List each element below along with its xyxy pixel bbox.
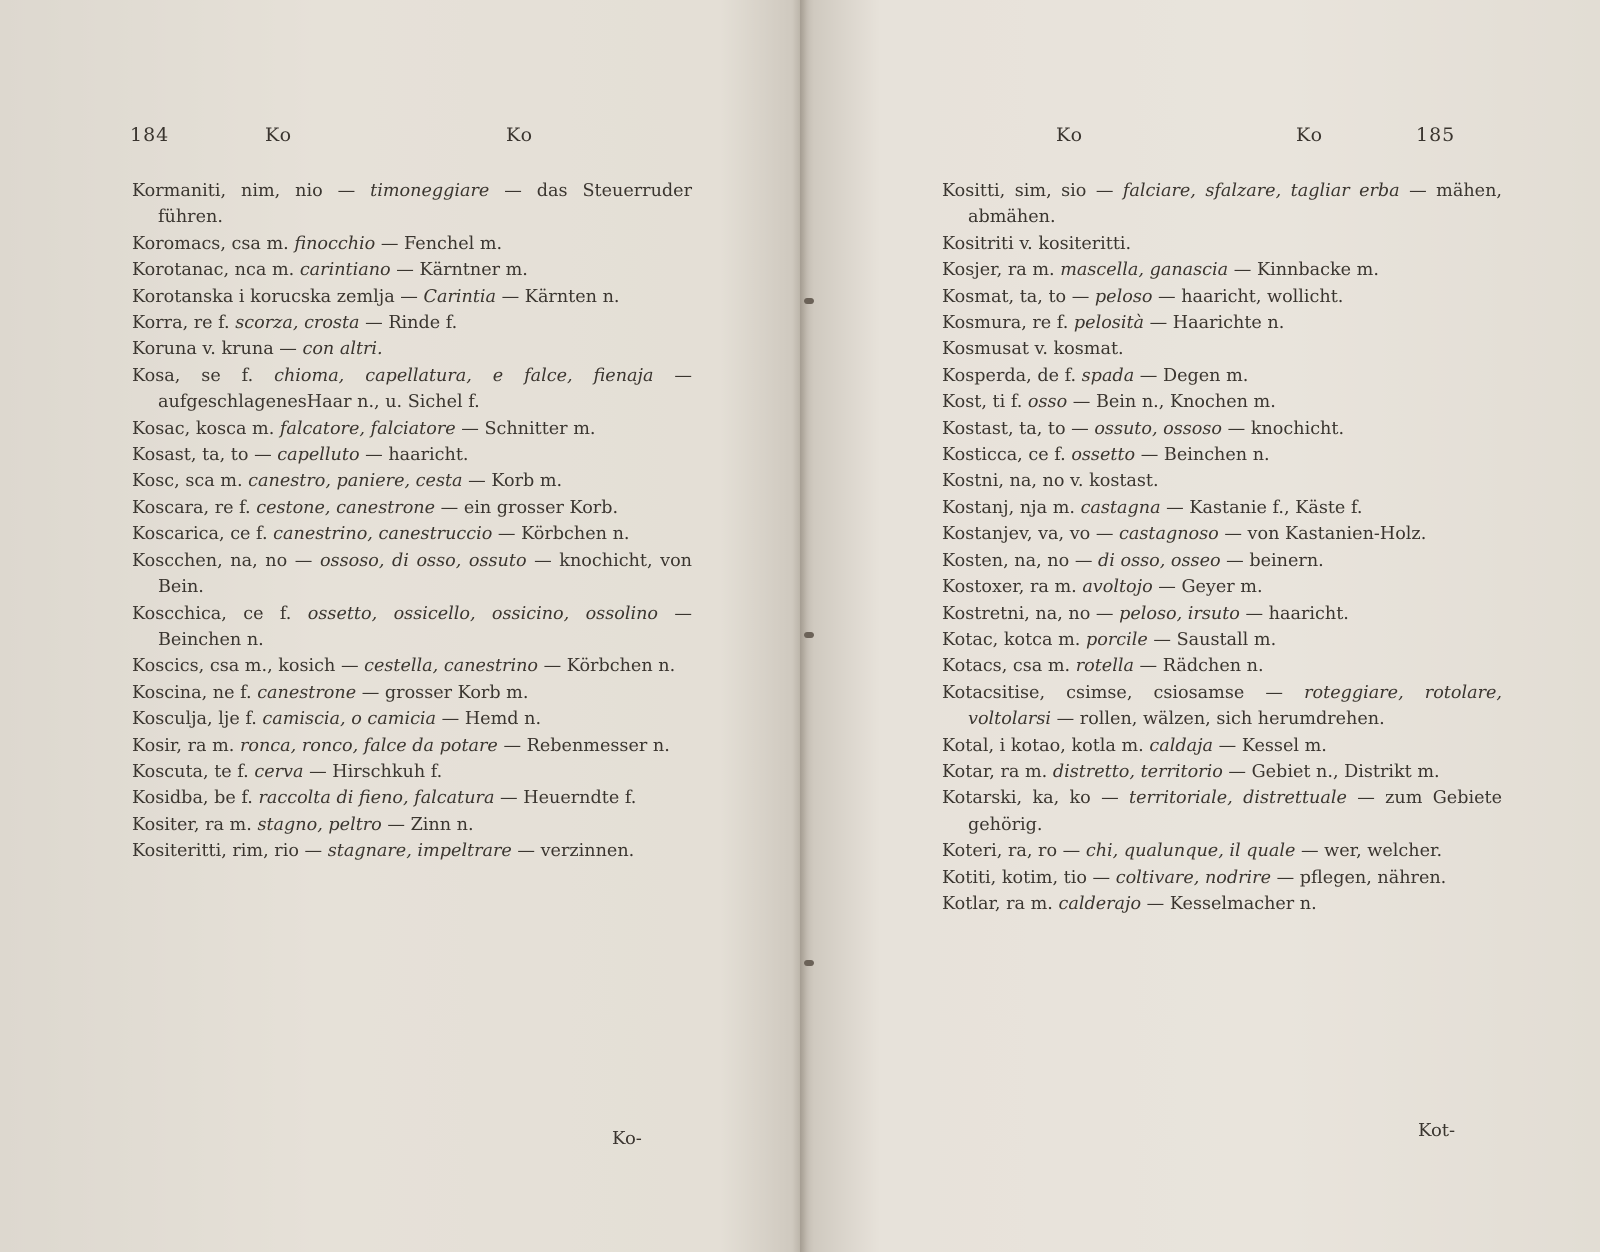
entry-headword: Kost, ti f. <box>942 392 1023 413</box>
entry-italian: mascella, ganascia <box>1060 260 1229 281</box>
entry-italian: castagna <box>1080 497 1161 518</box>
entry-headword: Koscarica, ce f. <box>132 524 268 545</box>
entry-headword: Kositti, sim, sio <box>942 181 1087 201</box>
dictionary-entry: Kormaniti, nim, nio — timoneggiare — das Steuerruder führen. <box>132 181 692 228</box>
entry-german: knochicht. <box>1250 418 1345 439</box>
entry-german: Kärntner m. <box>419 260 528 281</box>
dictionary-entry: Koscuta, te f. cerva — Hirschkuh f. <box>132 761 443 782</box>
dictionary-entry <box>942 336 1502 362</box>
entry-headword: Korotanac, nca m. <box>132 260 295 281</box>
dictionary-entry: Kosmura, re f. pelosità — Haarichte n. <box>942 313 1285 334</box>
entry-italian: falciare, sfalzare, tagliar erba <box>1122 181 1400 201</box>
dictionary-entry: Kosast, ta, to — capelluto — haaricht. <box>132 445 469 466</box>
dictionary-entry: Korotanska i korucska zemlja — Carintia — Kärnten n. <box>132 286 620 307</box>
dictionary-entry: Kotal, i kotao, kotla m. caldaja — Kessel m. <box>942 735 1327 756</box>
entry-headword: Kositeritti, rim, rio <box>132 841 299 862</box>
entry-headword: Koscara, re f. <box>132 497 251 518</box>
entry-headword: Kositriti v. kositeritti. <box>942 233 1132 254</box>
entry-german: verzinnen. <box>540 841 635 862</box>
page-number: 185 <box>1416 124 1456 146</box>
entry-german: das Steuerruder führen. <box>158 181 692 228</box>
entry-german: grosser Korb m. <box>384 682 529 703</box>
dictionary-entries <box>942 178 1502 917</box>
entry-german: Kesselmacher n. <box>1169 893 1317 914</box>
dictionary-entry: Korotanac, nca m. carintiano — Kärntner m. <box>132 260 528 281</box>
entry-german: von Kastanien-Holz. <box>1247 524 1427 545</box>
running-head-right: Ko <box>506 124 534 146</box>
entry-italian: falcatore, falciatore <box>279 418 456 439</box>
running-head-left: Ko <box>1056 124 1084 146</box>
entry-german: Rinde f. <box>388 313 458 334</box>
entry-german: zum Gebiete gehörig. <box>968 788 1502 835</box>
entry-italian: chi, qualunque, il quale <box>1085 841 1296 862</box>
binding-stitch <box>804 298 814 304</box>
dictionary-entry: Koscics, csa m., kosich — cestella, canestrino — Körbchen n. <box>132 656 676 677</box>
entry-italian: raccolta di fieno, falcatura <box>258 788 495 809</box>
entry-italian: capelluto <box>277 445 360 466</box>
entry-german: ein grosser Korb. <box>463 497 619 518</box>
entry-italian: roteggiare, rotolare, voltolarsi <box>968 682 1502 730</box>
entry-italian: rotella <box>1075 656 1134 677</box>
entry-german: Körbchen n. <box>566 656 676 677</box>
entry-italian: Carintia <box>423 286 497 307</box>
entry-headword: Kosmura, re f. <box>942 313 1069 334</box>
dictionary-entry: Kostretni, na, no — peloso, irsuto — haaricht. <box>942 603 1349 624</box>
entry-german: Bein n., Knochen m. <box>1095 392 1276 413</box>
entry-german: Beinchen n. <box>1163 445 1270 466</box>
entry-headword: Kosmat, ta, to <box>942 286 1067 307</box>
dictionary-entry: Koscarica, ce f. canestrino, canestruccio — Körbchen n. <box>132 524 630 545</box>
entry-italian: camiscia, o camicia <box>262 709 437 730</box>
entry-italian: timoneggiare <box>370 181 490 201</box>
dictionary-entries <box>132 178 692 865</box>
entry-italian: caldaja <box>1149 735 1214 756</box>
entry-headword: Kotac, kotca m. <box>942 629 1081 650</box>
entry-german: Fenchel m. <box>404 233 503 254</box>
catchword: Ko- <box>612 1128 642 1149</box>
entry-italian: peloso <box>1094 286 1153 307</box>
entry-headword: Kositer, ra m. <box>132 814 252 835</box>
entry-headword: Kostast, ta, to <box>942 418 1066 439</box>
entry-german: Körbchen n. <box>521 524 630 545</box>
entry-italian: ossetto <box>1071 445 1136 466</box>
entry-german: Rädchen n. <box>1162 656 1264 677</box>
entry-german: aufgeschlagenesHaar n., u. Sichel f. <box>158 392 480 413</box>
dictionary-entry <box>942 468 1502 494</box>
entry-headword: Kosten, na, no <box>942 550 1070 571</box>
entry-italian: osso <box>1027 392 1068 413</box>
entry-german: Hirschkuh f. <box>332 761 443 782</box>
dictionary-entry: Kotacs, csa m. rotella — Rädchen n. <box>942 656 1264 677</box>
book-gutter <box>800 0 814 1252</box>
entry-italian: cerva <box>254 761 304 782</box>
entry-headword: Koscuta, te f. <box>132 761 249 782</box>
entry-italian: di osso, osseo <box>1098 550 1221 571</box>
entry-italian: pelosità <box>1073 313 1144 334</box>
entry-headword: Koteri, ra, ro <box>942 841 1058 862</box>
entry-german: Korb m. <box>491 471 563 492</box>
dictionary-entry <box>942 231 1502 257</box>
entry-headword: Kosc, sca m. <box>132 471 243 492</box>
dictionary-entry: Kositti, sim, sio — falciare, sfalzare, tagliar erba — mähen, abmähen. <box>942 181 1503 228</box>
entry-headword: Kosir, ra m. <box>132 735 235 756</box>
entry-german: wer, welcher. <box>1324 841 1443 862</box>
entry-headword: Kosast, ta, to <box>132 445 249 466</box>
entry-italian: ronca, ronco, falce da potare <box>239 735 498 756</box>
entry-german: Gebiet n., Distrikt m. <box>1251 761 1440 782</box>
entry-headword: Kotarski, ka, ko <box>942 788 1091 809</box>
entry-italian: finocchio <box>294 233 376 254</box>
entry-headword: Kostoxer, ra m. <box>942 577 1077 598</box>
dictionary-entry: Kosidba, be f. raccolta di fieno, falcatura — Heuerndte f. <box>132 788 637 809</box>
entry-headword: Kotacsitise, csimse, csiosamse <box>942 682 1245 703</box>
page-number: 184 <box>130 124 170 146</box>
entry-german: Saustall m. <box>1176 629 1277 650</box>
binding-stitch <box>804 960 814 966</box>
dictionary-entry: Kosac, kosca m. falcatore, falciatore — Schnitter m. <box>132 418 596 439</box>
dictionary-entry: Koscchen, na, no — ossoso, di osso, ossuto — knochicht, von Bein. <box>132 550 692 598</box>
entry-headword: Kosticca, ce f. <box>942 445 1066 466</box>
entry-italian: spada <box>1081 365 1135 386</box>
entry-italian: porcile <box>1086 629 1148 650</box>
entry-headword: Kosculja, lje f. <box>132 709 257 730</box>
entry-italian: carintiano <box>299 260 391 281</box>
entry-headword: Kotlar, ra m. <box>942 893 1053 914</box>
entry-headword: Kostni, na, no v. kostast. <box>942 471 1159 492</box>
entry-italian: coltivare, nodrire <box>1115 867 1271 888</box>
dictionary-entry: Kosticca, ce f. ossetto — Beinchen n. <box>942 445 1270 466</box>
entry-italian: scorza, crosta <box>235 313 360 334</box>
entry-headword: Kormaniti, nim, nio <box>132 181 323 201</box>
dictionary-entry: Koruna v. kruna — con altri. <box>132 339 383 360</box>
entry-headword: Koscina, ne f. <box>132 682 252 703</box>
entry-headword: Kosjer, ra m. <box>942 260 1055 281</box>
entry-german: Haarichte n. <box>1172 313 1285 334</box>
entry-italian: territoriale, distrettuale <box>1129 788 1347 809</box>
entry-german: knochicht, von Bein. <box>158 550 692 598</box>
dictionary-entry: Kosculja, lje f. camiscia, o camicia — Hemd n. <box>132 709 542 730</box>
dictionary-entry: Kositer, ra m. stagno, peltro — Zinn n. <box>132 814 474 835</box>
entry-headword: Koruna v. kruna <box>132 339 274 360</box>
entry-german: Kessel m. <box>1241 735 1327 756</box>
entry-german: Geyer m. <box>1181 577 1263 598</box>
entry-headword: Koscchen, na, no <box>132 550 288 571</box>
dictionary-entry: Kosc, sca m. canestro, paniere, cesta — Korb m. <box>132 471 563 492</box>
entry-italian: stagno, peltro <box>257 814 382 835</box>
dictionary-entry: Kost, ti f. osso — Bein n., Knochen m. <box>942 392 1276 413</box>
dictionary-entry: Kosten, na, no — di osso, osseo — beinern. <box>942 550 1324 571</box>
dictionary-entry: Kotiti, kotim, tio — coltivare, nodrire — pflegen, nähren. <box>942 867 1447 888</box>
dictionary-entry: Koromacs, csa m. finocchio — Fenchel m. <box>132 233 503 254</box>
dictionary-entry: Kostanj, nja m. castagna — Kastanie f., Käste f. <box>942 497 1363 518</box>
entry-german: Beinchen n. <box>158 629 264 650</box>
entry-german: haaricht. <box>388 445 469 466</box>
dictionary-entry: Kosmat, ta, to — peloso — haaricht, wollicht. <box>942 286 1344 307</box>
entry-german: haaricht. <box>1268 603 1349 624</box>
binding-stitch <box>804 632 814 638</box>
entry-headword: Koscchica, ce f. <box>132 603 292 624</box>
dictionary-entry: Kositeritti, rim, rio — stagnare, impeltrare — verzinnen. <box>132 841 635 862</box>
entry-headword: Kosperda, de f. <box>942 365 1077 386</box>
entry-headword: Kotacs, csa m. <box>942 656 1071 677</box>
dictionary-entry: Koscchica, ce f. ossetto, ossicello, ossicino, ossolino — Beinchen n. <box>132 603 692 650</box>
entry-german: rollen, wälzen, sich herumdrehen. <box>1079 709 1385 730</box>
entry-headword: Korra, re f. <box>132 313 230 334</box>
dictionary-entry: Korra, re f. scorza, crosta — Rinde f. <box>132 313 458 334</box>
dictionary-entry: Koteri, ra, ro — chi, qualunque, il quale — wer, welcher. <box>942 841 1443 862</box>
dictionary-entry: Kotlar, ra m. calderajo — Kesselmacher n. <box>942 893 1317 914</box>
entry-italian: canestrone <box>257 682 357 703</box>
dictionary-entry: Kotac, kotca m. porcile — Saustall m. <box>942 629 1277 650</box>
entry-headword: Kosidba, be f. <box>132 788 253 809</box>
entry-german: haaricht, wollicht. <box>1181 286 1344 307</box>
entry-german: Hemd n. <box>464 709 542 730</box>
dictionary-entry: Kosjer, ra m. mascella, ganascia — Kinnbacke m. <box>942 260 1379 281</box>
running-head-left: Ko <box>265 124 293 146</box>
entry-german: Kastanie f., Käste f. <box>1189 497 1363 518</box>
entry-german: pflegen, nähren. <box>1299 867 1447 888</box>
entry-german: Degen m. <box>1162 365 1249 386</box>
dictionary-entry: Koscara, re f. cestone, canestrone — ein grosser Korb. <box>132 497 619 518</box>
entry-headword: Kosa, se f. <box>132 365 254 386</box>
entry-headword: Kosmusat v. kosmat. <box>942 339 1124 360</box>
dictionary-entry: Kotarski, ka, ko — territoriale, distrettuale — zum Gebiete gehörig. <box>942 788 1502 835</box>
dictionary-entry: Kostanjev, va, vo — castagnoso — von Kastanien-Holz. <box>942 524 1427 545</box>
entry-italian: peloso, irsuto <box>1119 603 1240 624</box>
entry-headword: Kosac, kosca m. <box>132 418 275 439</box>
entry-headword: Kotiti, kotim, tio <box>942 867 1087 888</box>
dictionary-entry: Kotar, ra m. distretto, territorio — Gebiet n., Distrikt m. <box>942 761 1440 782</box>
entry-german: Rebenmesser n. <box>526 735 670 756</box>
entry-italian: cestella, canestrino <box>364 656 538 677</box>
right-page <box>814 0 1600 1252</box>
entry-german: Kärnten n. <box>524 286 620 307</box>
entry-headword: Koscics, csa m., kosich <box>132 656 336 677</box>
entry-italian: cestone, canestrone <box>256 497 436 518</box>
entry-italian: con altri. <box>302 339 383 360</box>
entry-headword: Kostretni, na, no <box>942 603 1091 624</box>
entry-headword: Kostanjev, va, vo <box>942 524 1091 545</box>
running-head-right: Ko <box>1296 124 1324 146</box>
entry-german: Schnitter m. <box>484 418 596 439</box>
entry-german: Zinn n. <box>410 814 474 835</box>
entry-italian: canestrino, canestruccio <box>273 524 493 545</box>
entry-german: mähen, abmähen. <box>968 181 1503 228</box>
entry-headword: Korotanska i korucska zemlja <box>132 286 395 307</box>
entry-german: Kinnbacke m. <box>1256 260 1379 281</box>
entry-italian: ossuto, ossoso <box>1094 418 1223 439</box>
entry-headword: Kotal, i kotao, kotla m. <box>942 735 1144 756</box>
entry-italian: ossoso, di osso, ossuto <box>319 550 527 571</box>
dictionary-entry: Kostoxer, ra m. avoltojo — Geyer m. <box>942 577 1263 598</box>
entry-headword: Kotar, ra m. <box>942 761 1048 782</box>
dictionary-entry: Kosperda, de f. spada — Degen m. <box>942 365 1249 386</box>
entry-italian: calderajo <box>1058 893 1142 914</box>
dictionary-entry: Kotacsitise, csimse, csiosamse — roteggiare, rotolare, voltolarsi — rollen, wälzen, sich herumdrehen. <box>942 682 1502 730</box>
dictionary-entry: Koscina, ne f. canestrone — grosser Korb m. <box>132 682 529 703</box>
dictionary-entry: Kosir, ra m. ronca, ronco, falce da potare — Rebenmesser n. <box>132 735 670 756</box>
entry-italian: stagnare, impeltrare <box>327 841 512 862</box>
entry-italian: ossetto, ossicello, ossicino, ossolino <box>307 603 659 624</box>
dictionary-entry: Kosa, se f. chioma, capellatura, e falce, fienaja — aufgeschlagenesHaar n., u. Sichel f. <box>132 365 693 413</box>
entry-italian: chioma, capellatura, e falce, fienaja <box>274 365 654 386</box>
entry-italian: avoltojo <box>1082 577 1153 598</box>
entry-italian: castagnoso <box>1119 524 1219 545</box>
entry-italian: canestro, paniere, cesta <box>248 471 463 492</box>
entry-german: beinern. <box>1249 550 1324 571</box>
entry-headword: Koromacs, csa m. <box>132 233 289 254</box>
entry-german: Heuerndte f. <box>523 788 637 809</box>
entry-italian: distretto, territorio <box>1052 761 1223 782</box>
dictionary-entry: Kostast, ta, to — ossuto, ossoso — knochicht. <box>942 418 1345 439</box>
entry-headword: Kostanj, nja m. <box>942 497 1075 518</box>
catchword: Kot- <box>1418 1120 1456 1141</box>
